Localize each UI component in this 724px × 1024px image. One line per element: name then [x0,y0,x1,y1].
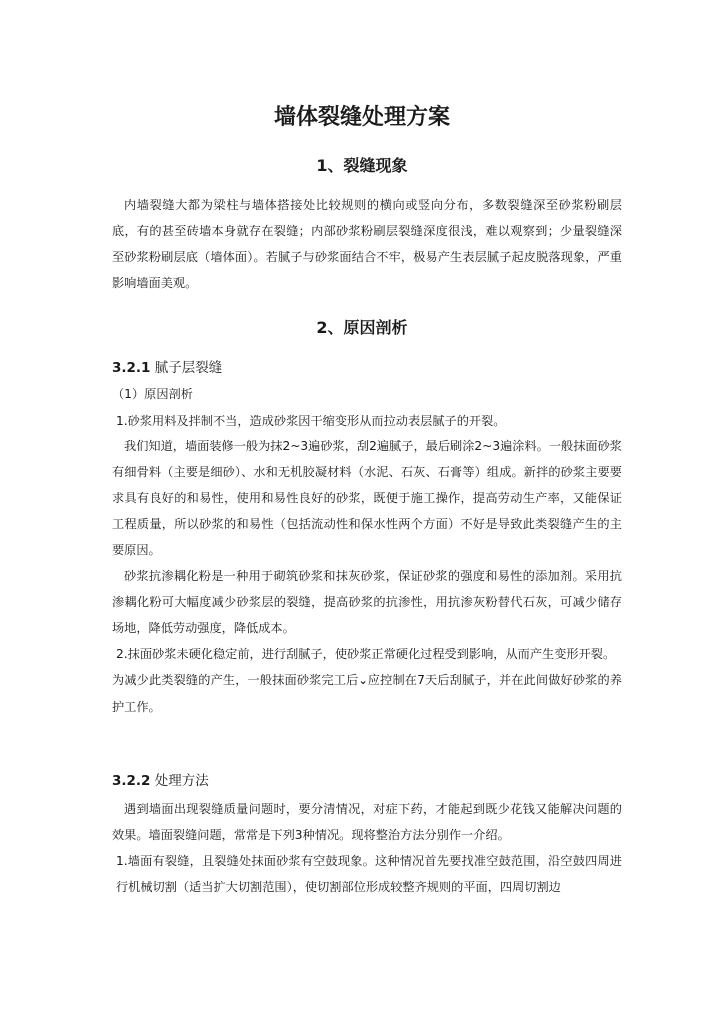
subsection-321-title: 腻子层裂缝 [154,360,223,376]
paragraph-mortar-plastering: 我们知道，墙面装修一般为抹2~3遍砂浆，刮2遍腻子，最后刷涂2~3遍涂料。一般抹面砂浆有细骨料（主要是细砂）、水和无机胶凝材料（水泥、石灰、石膏等）组成。新拌的砂浆主要要求具有良好的和易性，使用和易性良好的砂浆，既便于施工操作，提高劳动生产率，又能保证工程质量，所以砂浆的和易性（包括流动性和保水性两个方面）不好是导致此类裂缝产生的主要原因。 [112,439,622,557]
paragraph-additive: 砂浆抗渗耦化粉是一种用于砌筑砂浆和抹灰砂浆，保证砂浆的强度和易性的添加剂。采用抗渗耦化粉可大幅度减少砂浆层的裂缝，提高砂浆的抗渗性，用抗渗灰粉替代石灰，可减少储存场地，降低劳动强度，降低成本。 [112,569,622,635]
doc-title: 墙体裂缝处理方案 [273,105,450,130]
point-3: 1.墙面有裂缝，且裂缝处抹面砂浆有空鼓现象。这种情况首先要找准空鼓范围，沿空鼓四周进行机械切割（适当扩大切割范围），使切割部位形成较整齐规则的平面，四周切割边 [116,854,622,894]
paragraph-prevention [112,667,622,720]
subsection-321-heading [112,358,622,378]
cause-analysis-label: （1）原因剖析 [112,387,193,401]
chevron-down-icon: ⌄ [358,674,368,687]
section2-heading: 2、原因剖析 [316,318,408,337]
subsection-322-title: 处理方法 [154,773,209,789]
section1-body [112,192,622,296]
point-1: 1.砂浆用料及拌制不当，造成砂浆因干缩变形从而拉动表层腻子的开裂。 [116,414,506,428]
point-2: 2.抹面砂浆未硬化稳定前，进行刮腻子，使砂浆正常硬化过程受到影响，从而产生变形开裂。 [116,647,616,661]
paragraph-prevention-b: 应控制在7天后刮腻子，并在此间做好砂浆的养护工作。 [112,673,623,714]
subsection-322-number: 3.2.2 [112,773,151,789]
subsection-321-number: 3.2.1 [112,360,151,376]
section2-body-1 [112,433,622,720]
paragraph-treatment-intro: 遇到墙面出现裂缝质量问题时，要分清情况，对症下药，才能起到既少花钱又能解决问题的效果。墙面裂缝问题，常常是下列3种情况。现将整治方法分别作一介绍。 [112,802,622,842]
section1-heading: 1、裂缝现象 [316,156,408,175]
section1-paragraph: 内墙裂缝大都为梁柱与墙体搭接处比较规则的横向或竖向分布，多数裂缝深至砂浆粉刷层底，有的甚至砖墙本身就存在裂缝；内部砂浆粉刷层裂缝深度很浅，难以观察到；少量裂缝深至砂浆粉刷层底（墙体面）。若腻子与砂浆面结合不牢，极易产生表层腻子起皮脱落现象，严重影响墙面美观。 [112,198,622,290]
subsection-322-heading [112,771,622,791]
section2-body-2 [112,796,622,900]
paragraph-prevention-a: 为减少此类裂缝的产生，一般抹面砂浆完工后 [112,673,359,687]
